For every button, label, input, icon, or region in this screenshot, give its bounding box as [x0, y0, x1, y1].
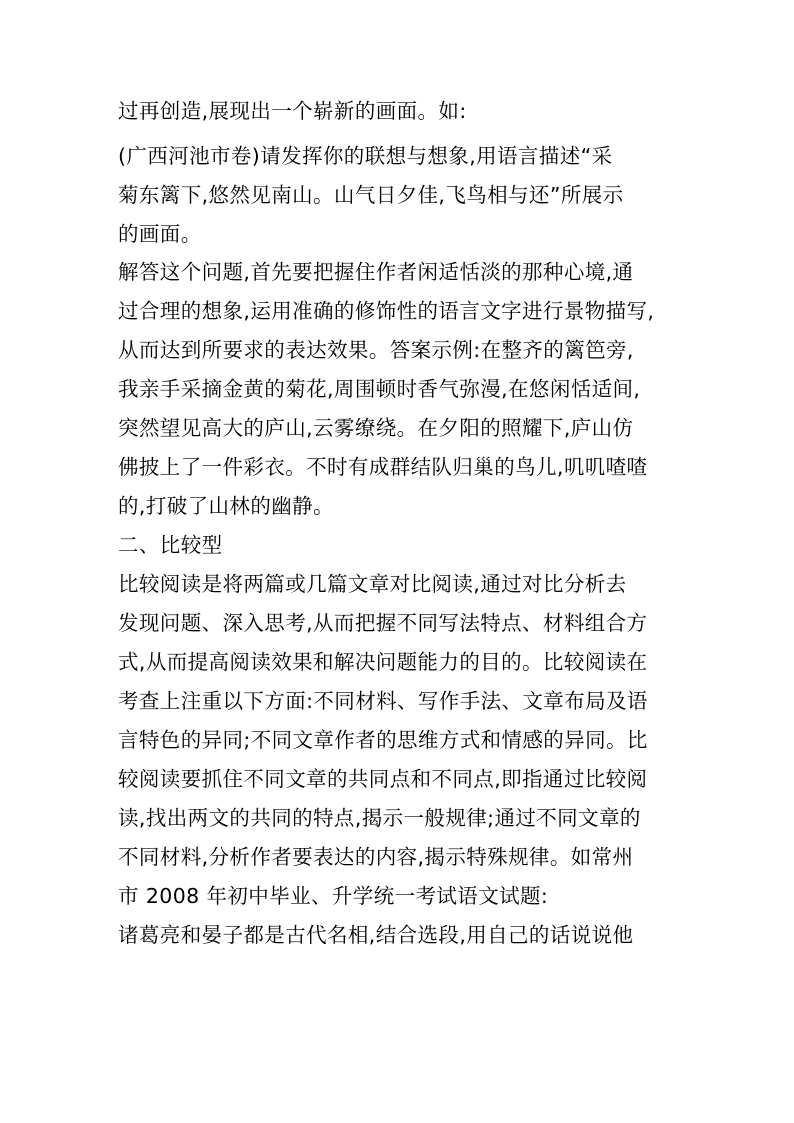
text-line: 发现问题、深入思考,从而把握不同写法特点、材料组合方	[118, 611, 648, 635]
text-line: 解答这个问题,首先要把握住作者闲适恬淡的那种心境,通	[118, 260, 634, 284]
text-line: 言特色的异同;不同文章作者的思维方式和情感的异同。比	[118, 728, 648, 752]
text-line: 我亲手采摘金黄的菊花,周围顿时香气弥漫,在悠闲恬适间,	[118, 377, 641, 401]
text-line: 突然望见高大的庐山,云雾缭绕。在夕阳的照耀下,庐山仿	[118, 416, 634, 440]
text-line: 比较阅读是将两篇或几篇文章对比阅读,通过对比分析去	[118, 572, 627, 596]
section-heading: 二、比较型	[118, 533, 223, 557]
text-line: 佛披上了一件彩衣。不时有成群结队归巢的鸟儿,叽叽喳喳	[118, 455, 648, 479]
text-line: 读,找出两文的共同的特点,揭示一般规律;通过不同文章的	[118, 806, 641, 830]
text-line: 考查上注重以下方面:不同材料、写作手法、文章布局及语	[118, 689, 648, 713]
text-line: (广西河池市卷)请发挥你的联想与想象,用语言描述“采	[118, 144, 613, 168]
text-line: 过再创造,展现出一个崭新的画面。如:	[118, 99, 467, 123]
text-line: 诸葛亮和晏子都是古代名相,结合选段,用自己的话说说他	[118, 923, 634, 947]
text-line: 不同材料,分析作者要表达的内容,揭示特殊规律。如常州	[118, 845, 634, 869]
text-line: 过合理的想象,运用准确的修饰性的语言文字进行景物描写,	[118, 299, 655, 323]
text-line: 的画面。	[118, 222, 202, 246]
text-line: 的,打破了山林的幽静。	[118, 494, 334, 518]
text-line: 式,从而提高阅读效果和解决问题能力的目的。比较阅读在	[118, 650, 648, 674]
text-line: 菊东篱下,悠然见南山。山气日夕佳,飞鸟相与还”所展示	[118, 183, 624, 207]
text-line: 从而达到所要求的表达效果。答案示例:在整齐的篱笆旁,	[118, 338, 634, 362]
text-line: 较阅读要抓住不同文章的共同点和不同点,即指通过比较阅	[118, 767, 648, 791]
text-line: 市 2008 年初中毕业、升学统一考试语文试题:	[118, 884, 549, 908]
